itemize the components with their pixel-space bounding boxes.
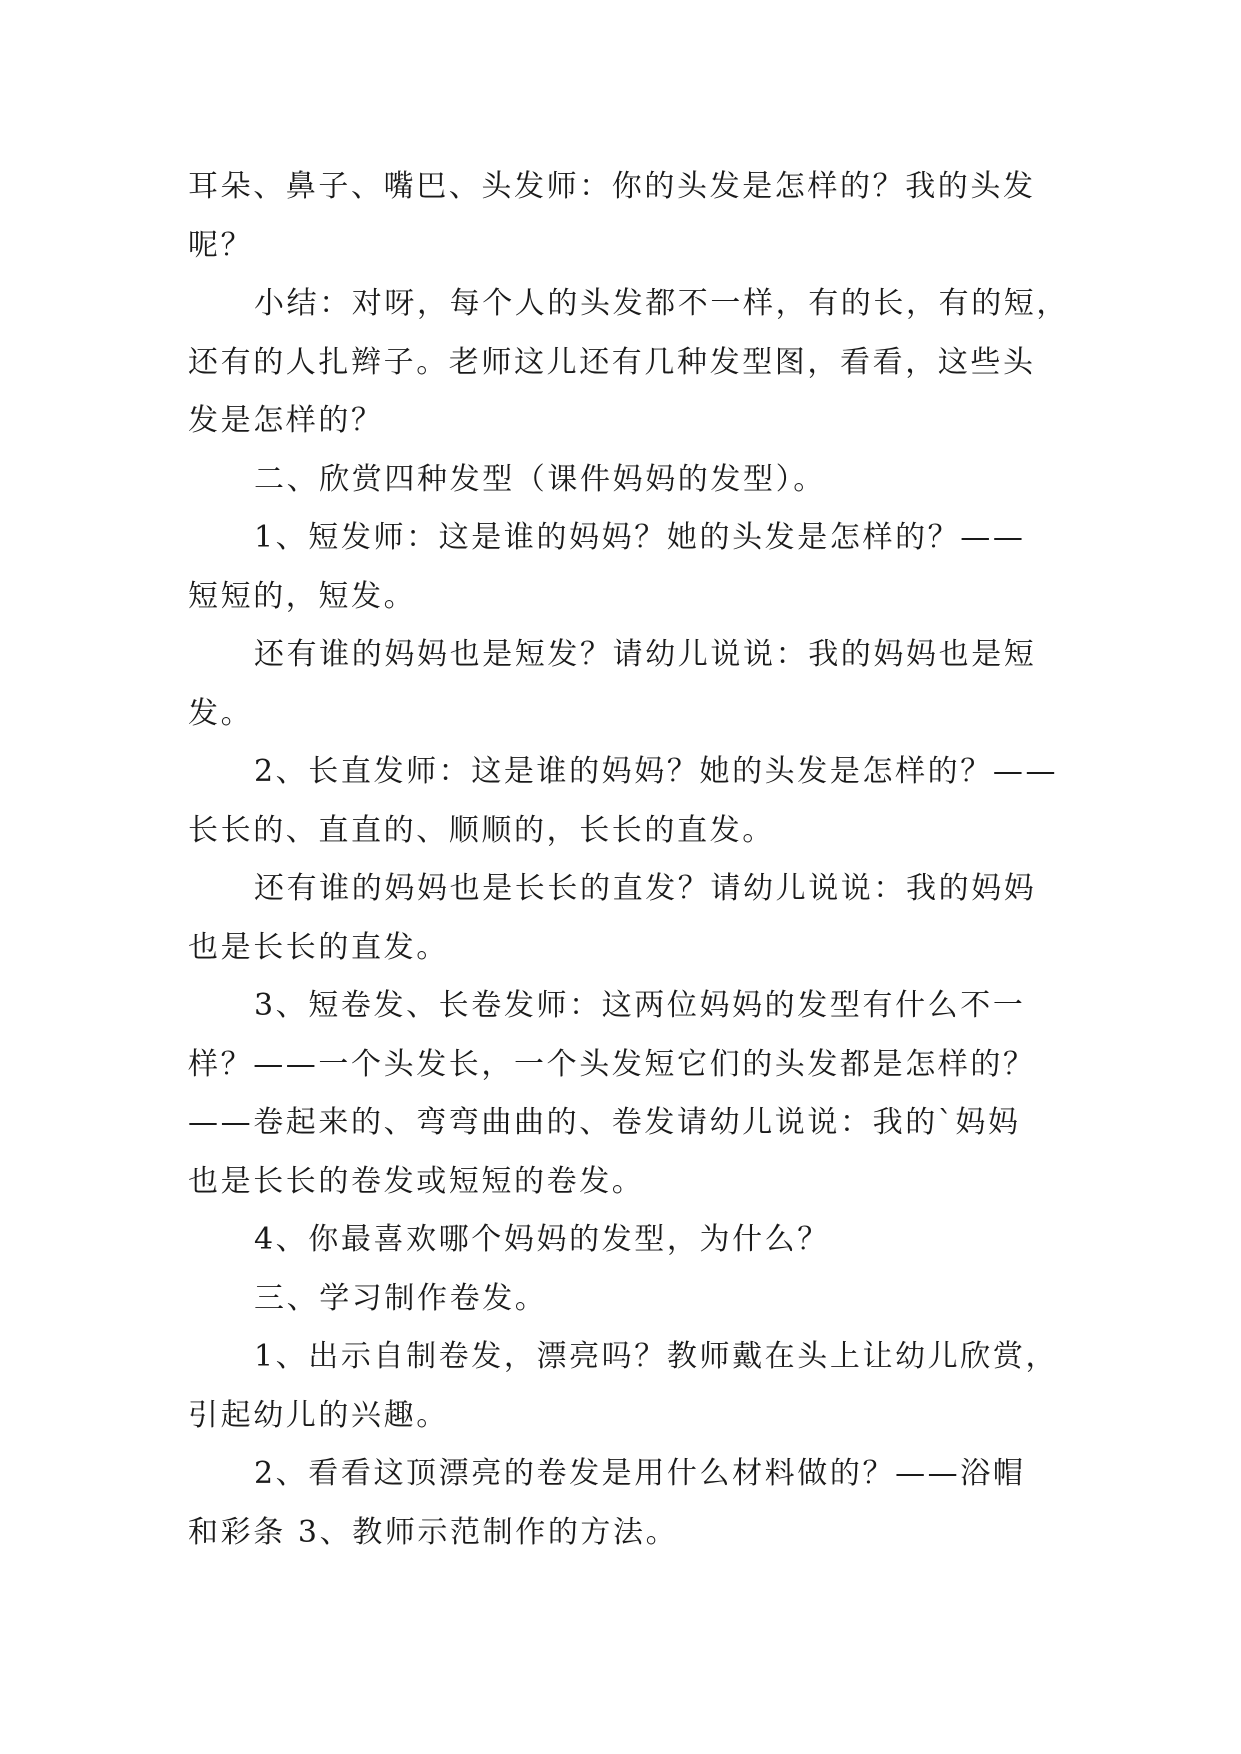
- text-line: 发是怎样的？: [188, 403, 384, 438]
- text-line: 也是长长的卷发或短短的卷发。: [188, 1163, 645, 1199]
- text-line: 也是长长的直发。: [188, 929, 449, 965]
- text-line: 二、欣赏四种发型（课件妈妈的发型）。: [254, 461, 826, 497]
- text-line: ——卷起来的、弯弯曲曲的、卷发请幼儿说说：我的`妈妈: [188, 1105, 1021, 1140]
- text-line: 发。: [188, 695, 254, 731]
- text-line: 耳朵、鼻子、嘴巴、头发师：你的头发是怎样的？我的头发: [188, 169, 1036, 204]
- text-line: 1、出示自制卷发，漂亮吗？教师戴在头上让幼儿欣赏，: [254, 1339, 1059, 1374]
- text-line: 还有谁的妈妈也是长长的直发？请幼儿说说：我的妈妈: [254, 871, 1037, 906]
- text-line: 4、你最喜欢哪个妈妈的发型，为什么？: [254, 1222, 830, 1257]
- text-line: 引起幼儿的兴趣。: [188, 1397, 449, 1433]
- text-line: 和彩条 3、教师示范制作的方法。: [188, 1514, 679, 1550]
- document-body: [188, 158, 1088, 1562]
- text-line: 呢？: [188, 227, 254, 263]
- text-line: 三、学习制作卷发。: [254, 1280, 548, 1316]
- text-line: 样？——一个头发长，一个头发短它们的头发都是怎样的？: [188, 1046, 1036, 1082]
- text-line: 3、短卷发、长卷发师：这两位妈妈的发型有什么不一: [254, 988, 1026, 1023]
- text-line: 2、长直发师：这是谁的妈妈？她的头发是怎样的？——: [254, 754, 1059, 789]
- text-line: 小结：对呀，每个人的头发都不一样，有的长，有的短，: [254, 286, 1069, 321]
- text-line: 2、看看这顶漂亮的卷发是用什么材料做的？——浴帽: [254, 1456, 1026, 1491]
- text-line: 短短的，短发。: [188, 578, 417, 614]
- text-line: 还有谁的妈妈也是短发？请幼儿说说：我的妈妈也是短: [254, 637, 1037, 672]
- text-line: 1、短发师：这是谁的妈妈？她的头发是怎样的？——: [254, 520, 1026, 555]
- text-line: 还有的人扎辫子。老师这儿还有几种发型图，看看，这些头: [188, 344, 1036, 380]
- text-line: 长长的、直直的、顺顺的，长长的直发。: [188, 812, 775, 848]
